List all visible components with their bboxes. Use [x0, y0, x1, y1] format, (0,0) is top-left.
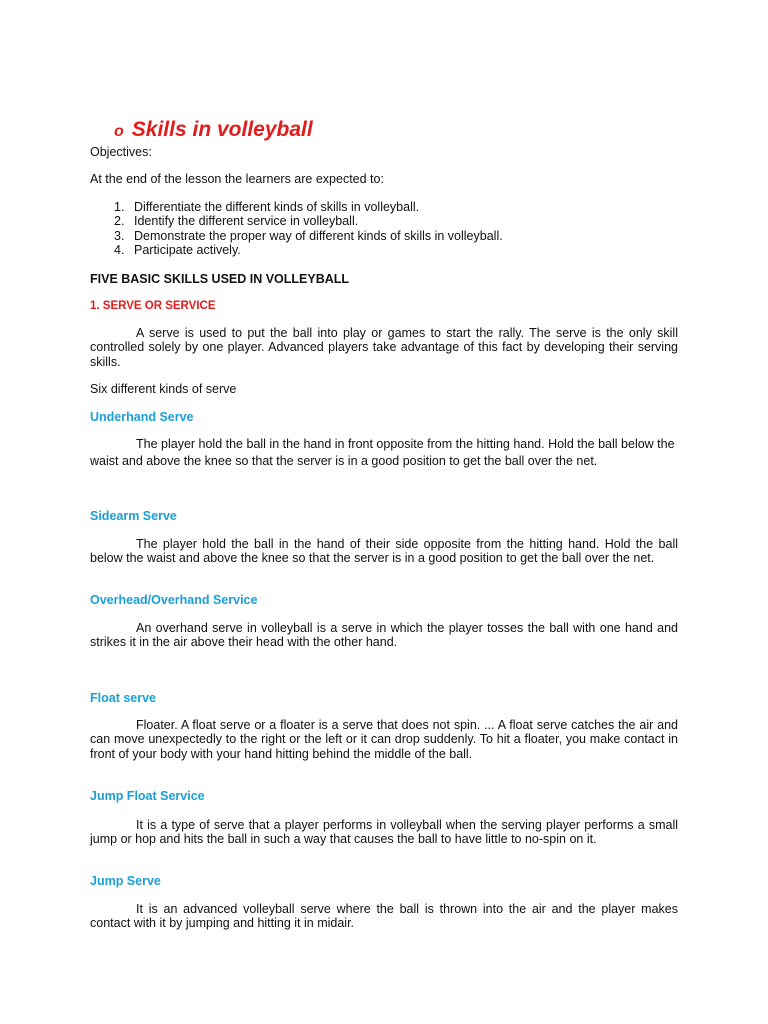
objectives-list: [114, 200, 503, 258]
title-bullet: o: [114, 123, 124, 140]
sidearm-serve-text: The player hold the ball in the hand of their side opposite from the hitting hand. Hold the ball below the waist and above the knee so that the server is in a good position to get the ball over the net.: [90, 537, 678, 566]
six-kinds-text: Six different kinds of serve: [90, 382, 237, 396]
underhand-serve-text: The player hold the ball in the hand in front opposite from the hitting hand. Hold the ball below the waist and above the knee so that the server is in a good position to get the ball over the net.: [90, 437, 675, 468]
title-row: [114, 118, 313, 142]
sidearm-serve-heading: Sidearm Serve: [90, 509, 177, 523]
jump-float-serve-heading: Jump Float Service: [90, 789, 205, 803]
list-item: 4. Participate actively.: [114, 243, 241, 258]
serve-paragraph: A serve is used to put the ball into play or games to start the rally. The serve is the only skill controlled solely by one player. Advanced players take advantage of this fact by developing their serving skills.: [90, 326, 678, 369]
objectives-label: Objectives:: [90, 145, 152, 159]
document-title: Skills in volleyball: [131, 118, 313, 141]
jump-serve-text: It is an advanced volleyball serve where the ball is thrown into the air and the player makes contact with it by jumping and hitting it in midair.: [90, 902, 678, 931]
float-serve-text: Floater. A float serve or a floater is a serve that does not spin. ... A float serve catches the air and can move unexpectedly to the right or the left or it can drop suddenly. To hit a floater, you make contact in front of your body with your hand hitting behind the middle of the ball.: [90, 718, 678, 761]
list-item: 2. Identify the different service in volleyball.: [114, 214, 359, 229]
float-serve-heading: Float serve: [90, 691, 157, 705]
list-item: 1. Differentiate the different kinds of skills in volleyball.: [114, 200, 420, 214]
list-item: 3. Demonstrate the proper way of different kinds of skills in volleyball.: [114, 228, 503, 243]
jump-serve-heading: Jump Serve: [90, 874, 161, 888]
intro-text: At the end of the lesson the learners are expected to:: [90, 172, 384, 186]
overhand-serve-heading: Overhead/Overhand Service: [90, 593, 258, 607]
overhand-serve-text: An overhand serve in volleyball is a serve in which the player tosses the ball with one hand and strikes it in the air above their head with the other hand.: [90, 621, 678, 650]
five-skills-heading: FIVE BASIC SKILLS USED IN VOLLEYBALL: [90, 272, 350, 286]
jump-float-serve-text: It is a type of serve that a player performs in volleyball when the serving player performs a small jump or hop and hits the ball in such a way that causes the ball to have little to no-spin on it.: [90, 818, 678, 847]
serve-heading: 1. SERVE OR SERVICE: [90, 300, 216, 312]
underhand-serve-heading: Underhand Serve: [90, 410, 194, 424]
document-page: [90, 0, 678, 1024]
